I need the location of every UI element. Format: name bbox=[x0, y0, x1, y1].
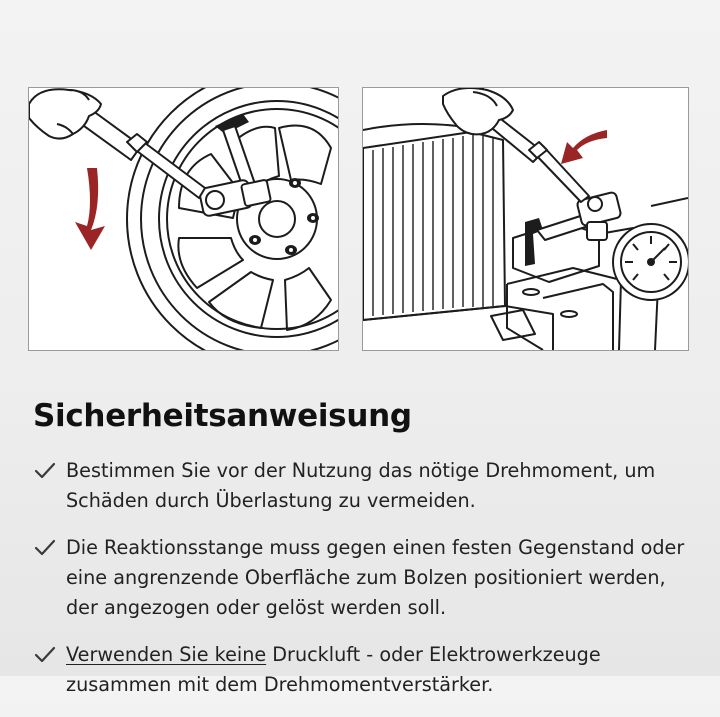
instruction-item bbox=[32, 640, 692, 700]
motor-body bbox=[363, 132, 505, 320]
wheel-illustration-drawing bbox=[29, 88, 338, 350]
section-title: Sicherheitsanweisung bbox=[33, 398, 412, 434]
instruction-list bbox=[32, 456, 692, 717]
reaction-bar bbox=[525, 218, 543, 266]
multiplier bbox=[199, 126, 271, 217]
motor-fins bbox=[373, 135, 493, 316]
instruction-text: Bestimmen Sie vor der Nutzung das nötige Drehmoment, um Schäden durch Überlastung zu vermeiden. bbox=[66, 459, 656, 512]
wheel-illustration bbox=[28, 87, 339, 351]
machine-illustration-drawing bbox=[363, 88, 688, 350]
rotation-arrow bbox=[75, 168, 105, 250]
check-icon bbox=[34, 539, 56, 557]
pressure-gauge bbox=[613, 224, 688, 300]
rotation-arrow bbox=[561, 130, 607, 164]
rim-window bbox=[279, 126, 331, 185]
rim-window bbox=[178, 238, 243, 288]
rim-window bbox=[209, 272, 273, 328]
instruction-text: Die Reaktionsstange muss gegen einen festen Gegenstand oder eine angrenzende Oberfläche zum Bolzen positioniert werden, der angezogen oder gelöst werden soll. bbox=[66, 536, 685, 619]
rim-window bbox=[285, 268, 331, 330]
illustration-row bbox=[28, 87, 690, 353]
machine-illustration bbox=[362, 87, 689, 351]
check-icon bbox=[34, 646, 56, 664]
check-icon bbox=[34, 462, 56, 480]
instruction-item bbox=[32, 533, 692, 623]
instruction-emphasis: Verwenden Sie keine bbox=[66, 643, 267, 666]
instruction-text: Druckluft - oder Elektrowerkzeuge zusammen mit dem Drehmomentverstärker. bbox=[66, 643, 601, 696]
instruction-item bbox=[32, 456, 692, 516]
